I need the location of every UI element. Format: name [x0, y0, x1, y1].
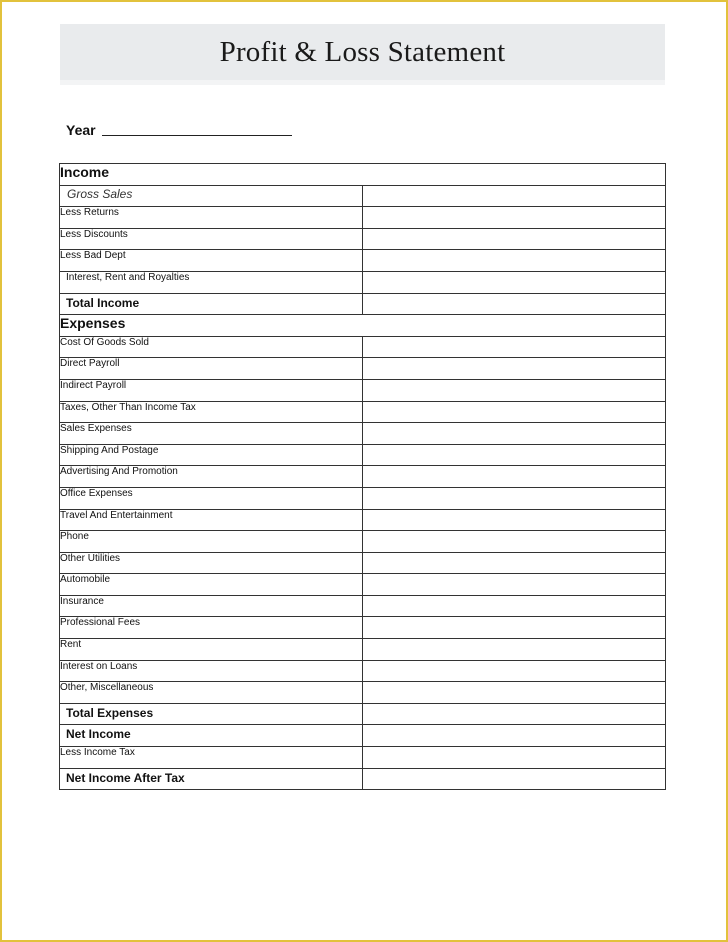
amount-cell[interactable]	[363, 639, 666, 661]
amount-cell[interactable]	[363, 185, 666, 207]
row-label: Direct Payroll	[60, 358, 363, 380]
table-row	[60, 293, 666, 315]
page-title: Profit & Loss Statement	[219, 35, 506, 68]
table-row	[60, 228, 666, 250]
amount-cell[interactable]	[363, 617, 666, 639]
amount-cell[interactable]	[363, 595, 666, 617]
table-row	[60, 682, 666, 704]
statement-table	[59, 163, 666, 790]
row-label: Indirect Payroll	[60, 379, 363, 401]
table-row	[60, 444, 666, 466]
row-label: Shipping And Postage	[60, 444, 363, 466]
expenses-section-row	[60, 315, 666, 337]
amount-cell[interactable]	[363, 574, 666, 596]
amount-cell[interactable]	[363, 228, 666, 250]
row-label: Gross Sales	[60, 185, 363, 207]
amount-cell[interactable]	[363, 423, 666, 445]
amount-cell[interactable]	[363, 379, 666, 401]
year-label: Year	[66, 122, 96, 138]
amount-cell[interactable]	[363, 682, 666, 704]
table-row	[60, 595, 666, 617]
table-row	[60, 725, 666, 747]
amount-cell[interactable]	[363, 703, 666, 725]
row-label: Total Income	[60, 293, 363, 315]
amount-cell[interactable]	[363, 250, 666, 272]
row-label: Interest, Rent and Royalties	[60, 271, 363, 293]
row-label: Travel And Entertainment	[60, 509, 363, 531]
table-row	[60, 552, 666, 574]
row-label: Cost Of Goods Sold	[60, 336, 363, 358]
amount-cell[interactable]	[363, 466, 666, 488]
row-label: Sales Expenses	[60, 423, 363, 445]
table-row	[60, 271, 666, 293]
table-row	[60, 423, 666, 445]
table-row	[60, 185, 666, 207]
amount-cell[interactable]	[363, 552, 666, 574]
amount-cell[interactable]	[363, 401, 666, 423]
row-label: Other Utilities	[60, 552, 363, 574]
income-section-row	[60, 164, 666, 186]
amount-cell[interactable]	[363, 444, 666, 466]
amount-cell[interactable]	[363, 509, 666, 531]
row-label: Less Returns	[60, 207, 363, 229]
table-row	[60, 379, 666, 401]
table-row	[60, 768, 666, 790]
amount-cell[interactable]	[363, 358, 666, 380]
row-label: Interest on Loans	[60, 660, 363, 682]
table-row	[60, 703, 666, 725]
row-label: Less Discounts	[60, 228, 363, 250]
row-label: Automobile	[60, 574, 363, 596]
title-band	[60, 24, 665, 85]
table-row	[60, 660, 666, 682]
table-row	[60, 336, 666, 358]
amount-cell[interactable]	[363, 487, 666, 509]
row-label: Net Income After Tax	[60, 768, 363, 790]
amount-cell[interactable]	[363, 660, 666, 682]
table-row	[60, 747, 666, 769]
amount-cell[interactable]	[363, 725, 666, 747]
amount-cell[interactable]	[363, 207, 666, 229]
table-row	[60, 617, 666, 639]
row-label: Rent	[60, 639, 363, 661]
row-label: Insurance	[60, 595, 363, 617]
row-label: Less Bad Dept	[60, 250, 363, 272]
table-row	[60, 358, 666, 380]
row-label: Net Income	[60, 725, 363, 747]
amount-cell[interactable]	[363, 293, 666, 315]
table-row	[60, 401, 666, 423]
table-row	[60, 574, 666, 596]
row-label: Other, Miscellaneous	[60, 682, 363, 704]
income-heading: Income	[60, 164, 666, 186]
amount-cell[interactable]	[363, 271, 666, 293]
year-field[interactable]	[102, 135, 292, 136]
table-row	[60, 487, 666, 509]
amount-cell[interactable]	[363, 336, 666, 358]
expenses-heading: Expenses	[60, 315, 666, 337]
statement-body	[60, 164, 666, 790]
amount-cell[interactable]	[363, 768, 666, 790]
table-row	[60, 466, 666, 488]
row-label: Less Income Tax	[60, 747, 363, 769]
amount-cell[interactable]	[363, 531, 666, 553]
row-label: Taxes, Other Than Income Tax	[60, 401, 363, 423]
amount-cell[interactable]	[363, 747, 666, 769]
year-row	[66, 118, 292, 138]
table-row	[60, 509, 666, 531]
table-row	[60, 531, 666, 553]
row-label: Advertising And Promotion	[60, 466, 363, 488]
row-label: Office Expenses	[60, 487, 363, 509]
table-row	[60, 639, 666, 661]
table-row	[60, 207, 666, 229]
row-label: Total Expenses	[60, 703, 363, 725]
row-label: Professional Fees	[60, 617, 363, 639]
table-row	[60, 250, 666, 272]
row-label: Phone	[60, 531, 363, 553]
